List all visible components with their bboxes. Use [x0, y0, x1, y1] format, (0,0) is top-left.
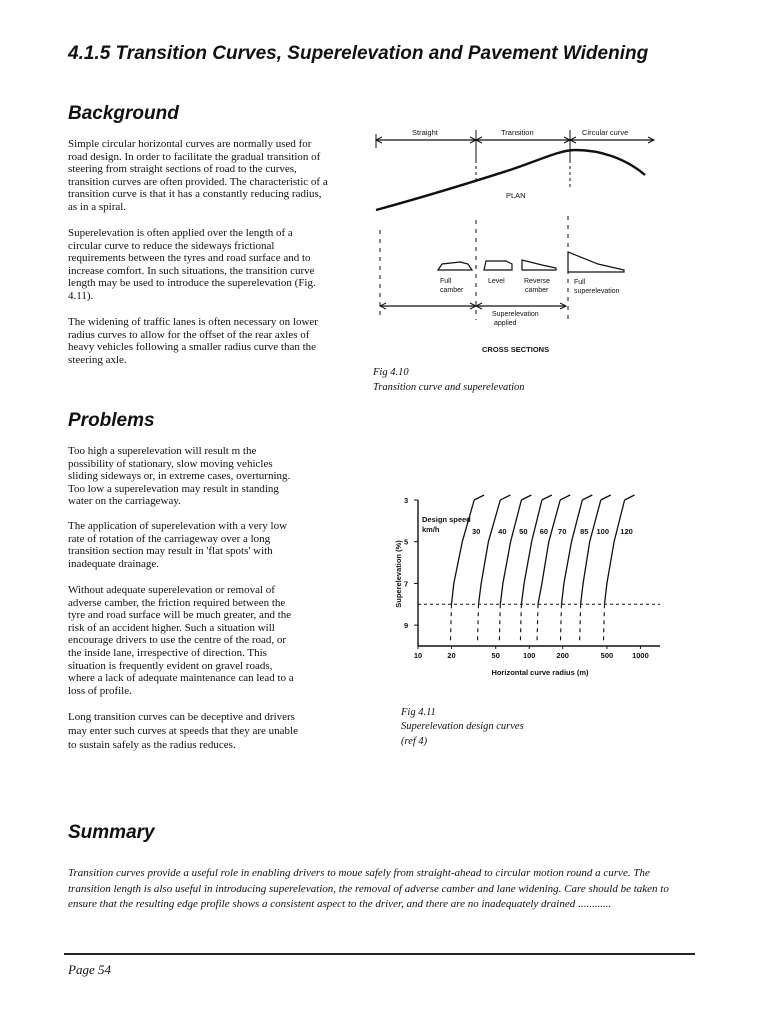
- summary-paragraph: [68, 866, 680, 913]
- footer-rule: [64, 953, 695, 955]
- problems-heading: Problems: [68, 410, 155, 431]
- label-full-camber-1: Full: [440, 278, 452, 285]
- series-lead-30: [474, 495, 484, 500]
- series-lead-120: [625, 495, 635, 500]
- series-lead-100: [601, 495, 611, 500]
- x-axis-label: Horizontal curve radius (m): [491, 668, 589, 677]
- summary-text: Transition curves provide a useful role in enabling drivers to moue safely from straight-ahead to circular motion round a curve. The transition length is also useful in introducing superelevation, the removal of adverse camber and lane widening. Care should be taken to ensure that the resulting edge profile shows a consistent aspect to the driver, and there are no inadequately drained: [68, 867, 669, 910]
- series-label-30: 30: [472, 527, 481, 536]
- series-label-50: 50: [519, 527, 528, 536]
- series-tail-30: [450, 604, 451, 642]
- series-tail-85: [560, 604, 561, 642]
- figure-4-10-diagram: [370, 120, 660, 360]
- label-cross-sections: CROSS SECTIONS: [482, 345, 550, 354]
- series-curve-120: [605, 500, 625, 604]
- page-number: Page 54: [68, 962, 111, 977]
- series-tail-50: [499, 604, 500, 642]
- label-reverse-camber-2: camber: [525, 287, 549, 294]
- series-lead-40: [500, 495, 510, 500]
- y-tick-label: 7: [404, 579, 409, 589]
- label-transition: Transition: [501, 128, 534, 137]
- background-paragraph-2: Superelevation is often applied over the length of a circular curve to reduce the sideways frictional requirements between the tyres and road surface and to increase comfort. In such situations, the transition curve length may be used to introduce the superelevation (Fig. 4.11).: [68, 227, 316, 302]
- series-tail-60: [520, 604, 521, 642]
- x-tick-label: 20: [447, 651, 456, 660]
- problems-paragraph-3: Without adequate superelevation or removal of adverse camber, the friction required between the tyre and road surface will be much greater, and the risk of an accident higher. Such a situation will encourage drivers to use the centre of the road, or the inside lane, irrespective of direction. This situation is frequently evident on gravel roads, where a lack of adequate maintenance can lead to a loss of profile.: [68, 584, 294, 697]
- label-superelevation-applied-2: applied: [494, 320, 517, 327]
- summary-heading: Summary: [68, 822, 155, 843]
- figure-4-11-caption: Superelevation design curves: [401, 721, 524, 732]
- x-tick-label: 100: [522, 651, 536, 660]
- x-tick-label: 10: [413, 651, 423, 660]
- figure-4-10-number: Fig 4.10: [373, 367, 409, 378]
- label-full-superelevation-2: superelevation: [574, 288, 620, 295]
- series-label-120: 120: [620, 527, 633, 536]
- series-curve-60: [521, 500, 542, 604]
- series-label-40: 40: [498, 527, 507, 536]
- x-tick-label: 500: [600, 651, 614, 660]
- label-circular-curve: Circular curve: [582, 128, 629, 137]
- figure-4-10-caption: Transition curve and superelevation: [373, 382, 525, 393]
- problems-paragraph-1: Too high a superelevation will result m the possibility of stationary, slow moving vehicles sliding sideways or, in extreme cases, overturning. Too low a superelevation may result in standing water on the carriageway.: [68, 445, 291, 508]
- background-paragraph-1: Simple circular horizontal curves are normally used for road design. In order to facilitate the gradual transition of steering from straight sections of road to the curves, transition curves are often provided. The characteristic of a transition curve is that it has a constantly reducing radius, as in a spiral.: [68, 138, 328, 213]
- figure-4-11-chart: [390, 494, 690, 684]
- legend-title-1: Design speed: [422, 515, 471, 524]
- problems-paragraph-4: Long transition curves can be deceptive and drivers may enter such curves at speeds that they are unable to sustain safely as the radius reduces.: [68, 711, 298, 751]
- legend-title-2: km/h: [422, 525, 440, 534]
- series-tail-100: [580, 604, 581, 642]
- series-curve-50: [500, 500, 521, 604]
- y-axis-label: Superelevation (%): [394, 540, 403, 608]
- background-heading: Background: [68, 103, 179, 124]
- y-tick-label: 3: [404, 496, 409, 505]
- series-lead-60: [542, 495, 552, 500]
- y-tick-label: 9: [404, 621, 409, 631]
- x-tick-label: 200: [556, 651, 569, 660]
- label-reverse-camber-1: Reverse: [524, 278, 551, 285]
- series-lead-70: [560, 495, 570, 500]
- series-label-100: 100: [596, 527, 610, 536]
- x-tick-label: 50: [491, 651, 500, 660]
- series-lead-50: [521, 495, 531, 500]
- summary-trailing-dots: ............: [575, 898, 611, 910]
- series-lead-85: [582, 495, 592, 500]
- label-plan: PLAN: [506, 191, 526, 200]
- label-full-camber-2: camber: [440, 287, 464, 294]
- y-tick-label: 5: [404, 537, 409, 547]
- page-title: 4.1.5 Transition Curves, Superelevation and Pavement Widening: [68, 43, 649, 64]
- series-curve-85: [562, 500, 583, 604]
- series-label-60: 60: [539, 527, 549, 536]
- series-tail-70: [537, 604, 538, 642]
- series-tail-40: [478, 604, 479, 642]
- series-label-85: 85: [580, 527, 589, 536]
- label-full-superelevation-1: Full: [574, 279, 586, 286]
- figure-4-11-ref: (ref 4): [401, 736, 428, 747]
- series-tail-120: [603, 604, 604, 642]
- label-straight: Straight: [412, 128, 438, 137]
- series-curve-40: [479, 500, 501, 604]
- figure-4-11-number: Fig 4.11: [401, 707, 436, 718]
- label-level: Level: [488, 278, 505, 285]
- series-curve-100: [581, 500, 601, 604]
- label-superelevation-applied-1: Superelevation: [492, 311, 539, 318]
- background-paragraph-3: The widening of traffic lanes is often necessary on lower radius curves to allow for the offset of the rear axles of heavy vehicles following a smaller radius curve than the steering axle.: [68, 316, 318, 366]
- problems-paragraph-2: The application of superelevation with a very low rate of rotation of the carriageway over a long transition section may result in 'flat spots' with inadequate drainage.: [68, 520, 288, 570]
- series-curve-70: [538, 500, 560, 604]
- x-tick-label: 1000: [632, 651, 649, 660]
- series-label-70: 70: [558, 527, 567, 536]
